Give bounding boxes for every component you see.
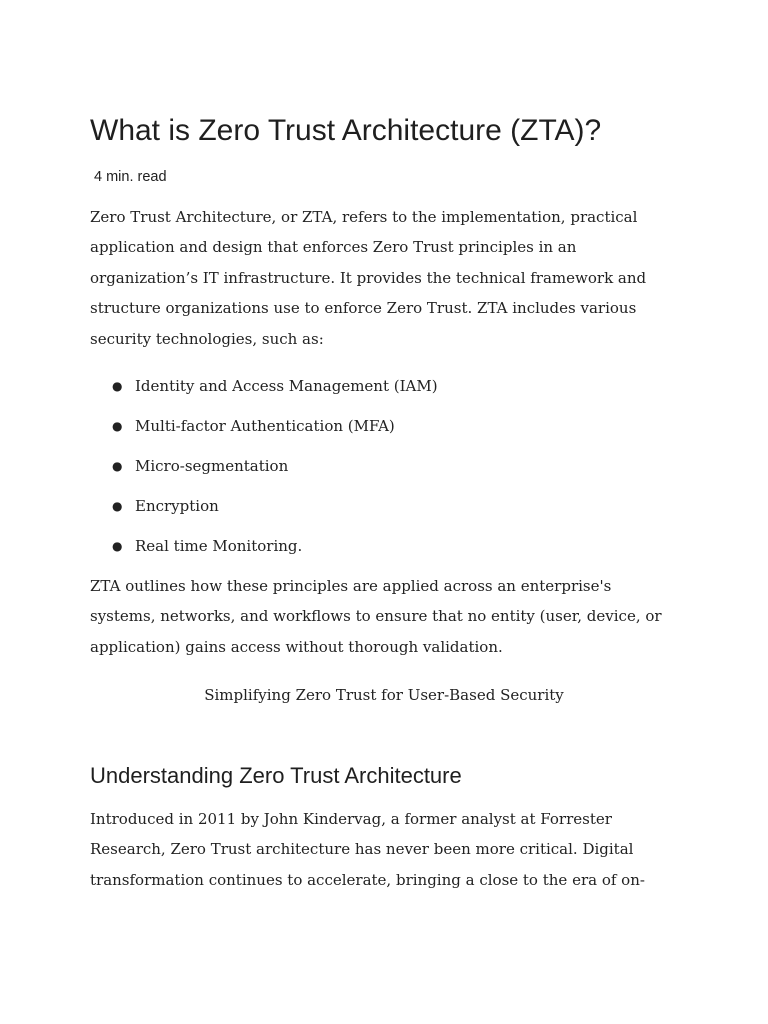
technology-list	[90, 372, 680, 572]
zta-outline-paragraph: ZTA outlines how these principles are applied across an enterprise's systems, networks, and workflows to ensure that no entity (user, device, or application) gains access without thorough validation.	[90, 577, 662, 656]
bullet-icon: ●	[112, 499, 123, 513]
list-item	[90, 492, 680, 532]
list-item-text: Micro-segmentation	[135, 457, 289, 475]
bullet-icon: ●	[112, 459, 123, 473]
bullet-icon: ●	[112, 539, 123, 553]
intro-paragraph: Zero Trust Architecture, or ZTA, refers to the implementation, practical application and design that enforces Zero Trust principles in an organization’s IT infrastructure. It provides the technical framework and structure organizations use to enforce Zero Trust. ZTA includes various security technologies, such as:	[90, 208, 647, 348]
section-paragraph: Introduced in 2011 by John Kindervag, a former analyst at Forrester Research, Zero Trust architecture has never been more critical. Digital transformation continues to accelerate, bringing a close to the era of on-	[90, 810, 645, 889]
list-item-text: Identity and Access Management (IAM)	[135, 377, 438, 395]
bullet-icon: ●	[112, 379, 123, 393]
list-item	[90, 532, 680, 572]
read-time: 4 min. read	[94, 169, 167, 185]
list-item	[90, 452, 680, 492]
article-title: What is Zero Trust Architecture (ZTA)?	[90, 114, 602, 147]
media-caption: Simplifying Zero Trust for User-Based Security	[204, 686, 564, 704]
list-item-text: Real time Monitoring.	[135, 537, 303, 555]
bullet-icon: ●	[112, 419, 123, 433]
list-item-text: Encryption	[135, 497, 219, 515]
list-item	[90, 372, 680, 412]
list-item-text: Multi-factor Authentication (MFA)	[135, 417, 395, 435]
section-heading: Understanding Zero Trust Architecture	[90, 763, 462, 788]
list-item	[90, 412, 680, 452]
